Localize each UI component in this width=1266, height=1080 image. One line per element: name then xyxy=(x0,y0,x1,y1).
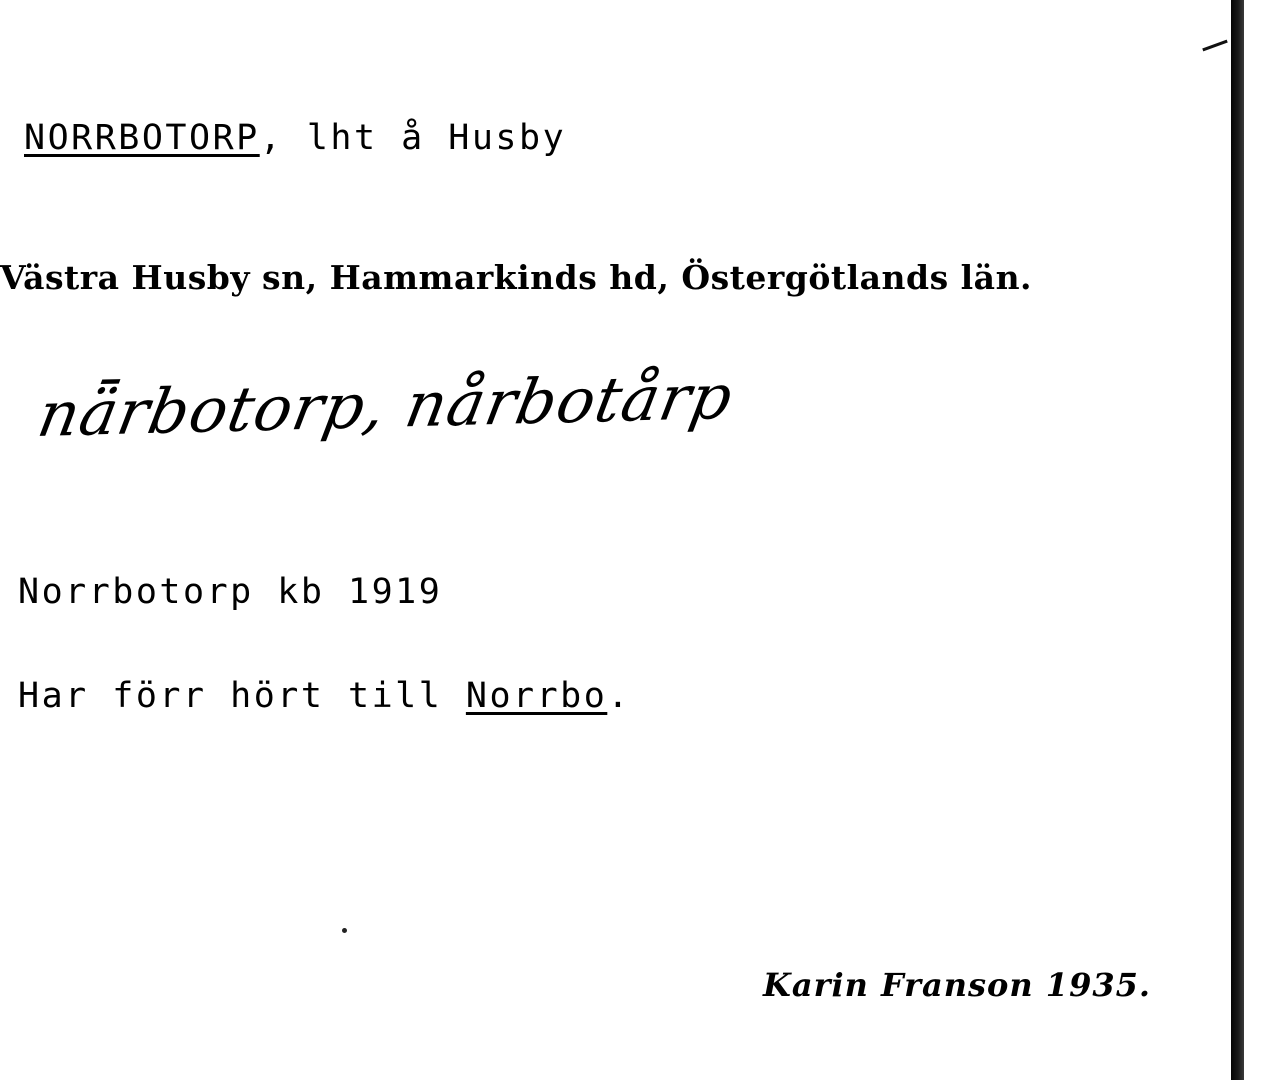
card-right-margin xyxy=(1244,0,1266,1080)
source-reference-line: Norrbotorp kb 1919 xyxy=(18,572,443,612)
parish-district-county-line: Västra Husby sn, Hammarkinds hd, Östergötlands län. xyxy=(0,258,1033,297)
stray-ink-dot xyxy=(342,928,347,933)
corner-tick-mark xyxy=(1202,40,1227,52)
card-right-edge-shadow xyxy=(1231,0,1244,1080)
note-suffix: . xyxy=(607,676,631,716)
note-reference: Norrbo xyxy=(465,676,608,716)
page-title xyxy=(24,118,566,158)
handwritten-pronunciation xyxy=(32,359,886,508)
pronunciation-text: nǟrbotorp, nårbotårp xyxy=(32,359,739,451)
note-prefix: Har förr hört till xyxy=(18,676,466,716)
place-name: NORRBOTORP xyxy=(24,118,260,158)
historical-note-line xyxy=(18,676,631,716)
place-name-qualifier: , lht å Husby xyxy=(259,118,567,158)
signature: Karin Franson 1935. xyxy=(763,966,1151,1004)
